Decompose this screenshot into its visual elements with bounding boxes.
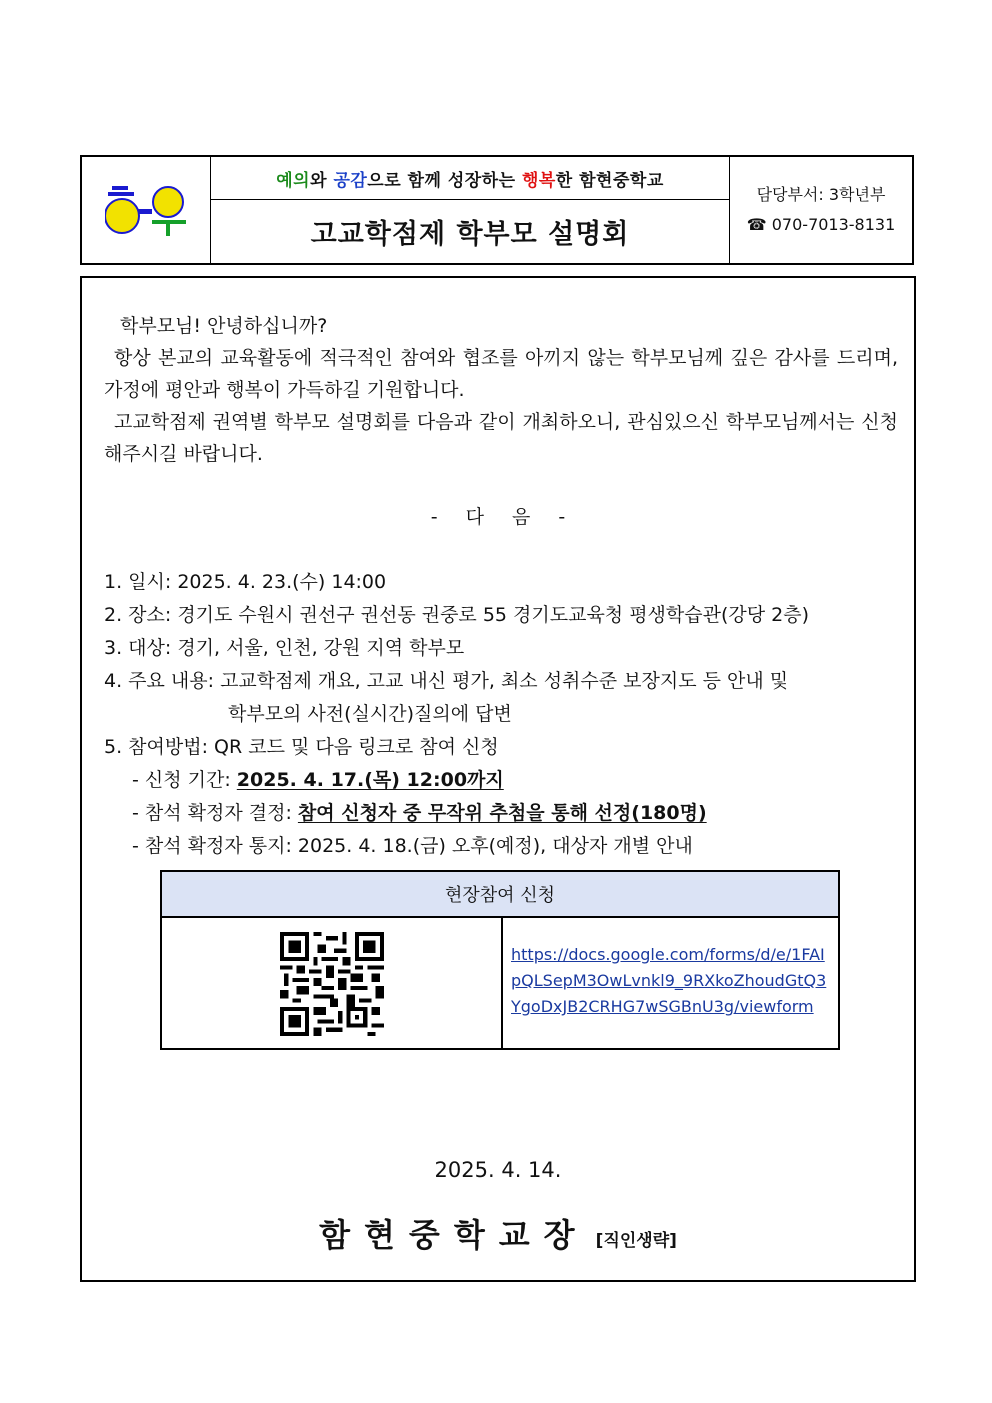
phone-line xyxy=(747,210,896,240)
school-motto xyxy=(211,157,729,200)
subitem-period-label: - 신청 기간: xyxy=(132,769,237,791)
divider-heading: - 다 음 - xyxy=(430,506,566,528)
details-list xyxy=(104,566,904,863)
principal-signature: 함현중학교장 xyxy=(319,1216,589,1254)
item-audience: 3. 대상: 경기, 서울, 인천, 강원 지역 학부모 xyxy=(104,637,465,659)
title-cell xyxy=(211,157,730,263)
subitem-selection-label: - 참석 확정자 결정: xyxy=(132,802,298,824)
issue-date: 2025. 4. 14. xyxy=(434,1158,562,1182)
qr-code-icon[interactable] xyxy=(277,932,387,1036)
item-content-continued: 학부모의 사전(실시간)질의에 답변 xyxy=(228,703,512,725)
subitem-selection-value: 참여 신청자 중 무작위 추첨을 통해 선정(180명) xyxy=(297,802,707,824)
subitem-selection xyxy=(104,797,904,830)
item-date: 1. 일시: 2025. 4. 23.(수) 14:00 xyxy=(104,571,387,593)
intro-paragraph-2: 고교학점제 권역별 학부모 설명회를 다음과 같이 개최하오니, 관심있으신 학부모님께서는 신청해주시길 바랍니다. xyxy=(104,411,898,465)
intro-paragraph-1: 항상 본교의 교육활동에 적극적인 참여와 협조를 아끼지 않는 학부모님께 깊은 감사를 드리며, 가정에 평안과 행복이 가득하길 기원합니다. xyxy=(104,347,898,401)
qr-code-cell xyxy=(162,918,503,1050)
motto-part-6: 한 함현중학교 xyxy=(555,170,664,191)
motto-part-5: 행복 xyxy=(521,170,556,191)
school-logo-cell xyxy=(82,157,211,263)
motto-part-4: 으로 함께 성장하는 xyxy=(367,170,522,191)
greeting: 학부모님! 안녕하십니까? xyxy=(120,315,328,337)
subitem-period xyxy=(104,764,904,797)
signature-block xyxy=(82,1210,914,1256)
seal-omitted-note: [직인생략] xyxy=(595,1231,677,1251)
signup-link[interactable]: https://docs.google.com/forms/d/e/1FAIpQLSepM3OwLvnkl9_9RXkoZhoudGtQ3YgoDxJB2CRHG7wSGBnU3g/viewform xyxy=(511,945,827,1016)
item-content: 4. 주요 내용: 고교학점제 개요, 고교 내신 평가, 최소 성취수준 보장지도 등 안내 및 xyxy=(104,670,789,692)
department-label: 담당부서: 3학년부 xyxy=(756,185,886,204)
signup-table xyxy=(160,870,840,1050)
document-body xyxy=(80,276,916,1282)
motto-part-2: 와 xyxy=(310,170,334,191)
signup-table-header: 현장참여 신청 xyxy=(162,872,838,918)
item-method: 5. 참여방법: QR 코드 및 다음 링크로 참여 신청 xyxy=(104,736,499,758)
item-location: 2. 장소: 경기도 수원시 권선구 권선동 권중로 55 경기도교육청 평생학습관(강당 2층) xyxy=(104,604,809,626)
document-title: 고교학점제 학부모 설명회 xyxy=(310,219,630,250)
signup-table-row xyxy=(162,918,838,1050)
phone-icon: ☎ xyxy=(746,215,767,234)
subitem-period-value: 2025. 4. 17.(목) 12:00까지 xyxy=(236,769,504,791)
document-header xyxy=(80,155,914,265)
school-logo-icon xyxy=(105,182,187,238)
phone-number: 070-7013-8131 xyxy=(771,215,896,234)
subitem-notice: - 참석 확정자 통지: 2025. 4. 18.(금) 오후(예정), 대상자 개별 안내 xyxy=(132,835,693,857)
motto-part-3: 공감 xyxy=(333,170,368,191)
department-cell xyxy=(730,157,912,263)
motto-part-1: 예의 xyxy=(276,170,311,191)
